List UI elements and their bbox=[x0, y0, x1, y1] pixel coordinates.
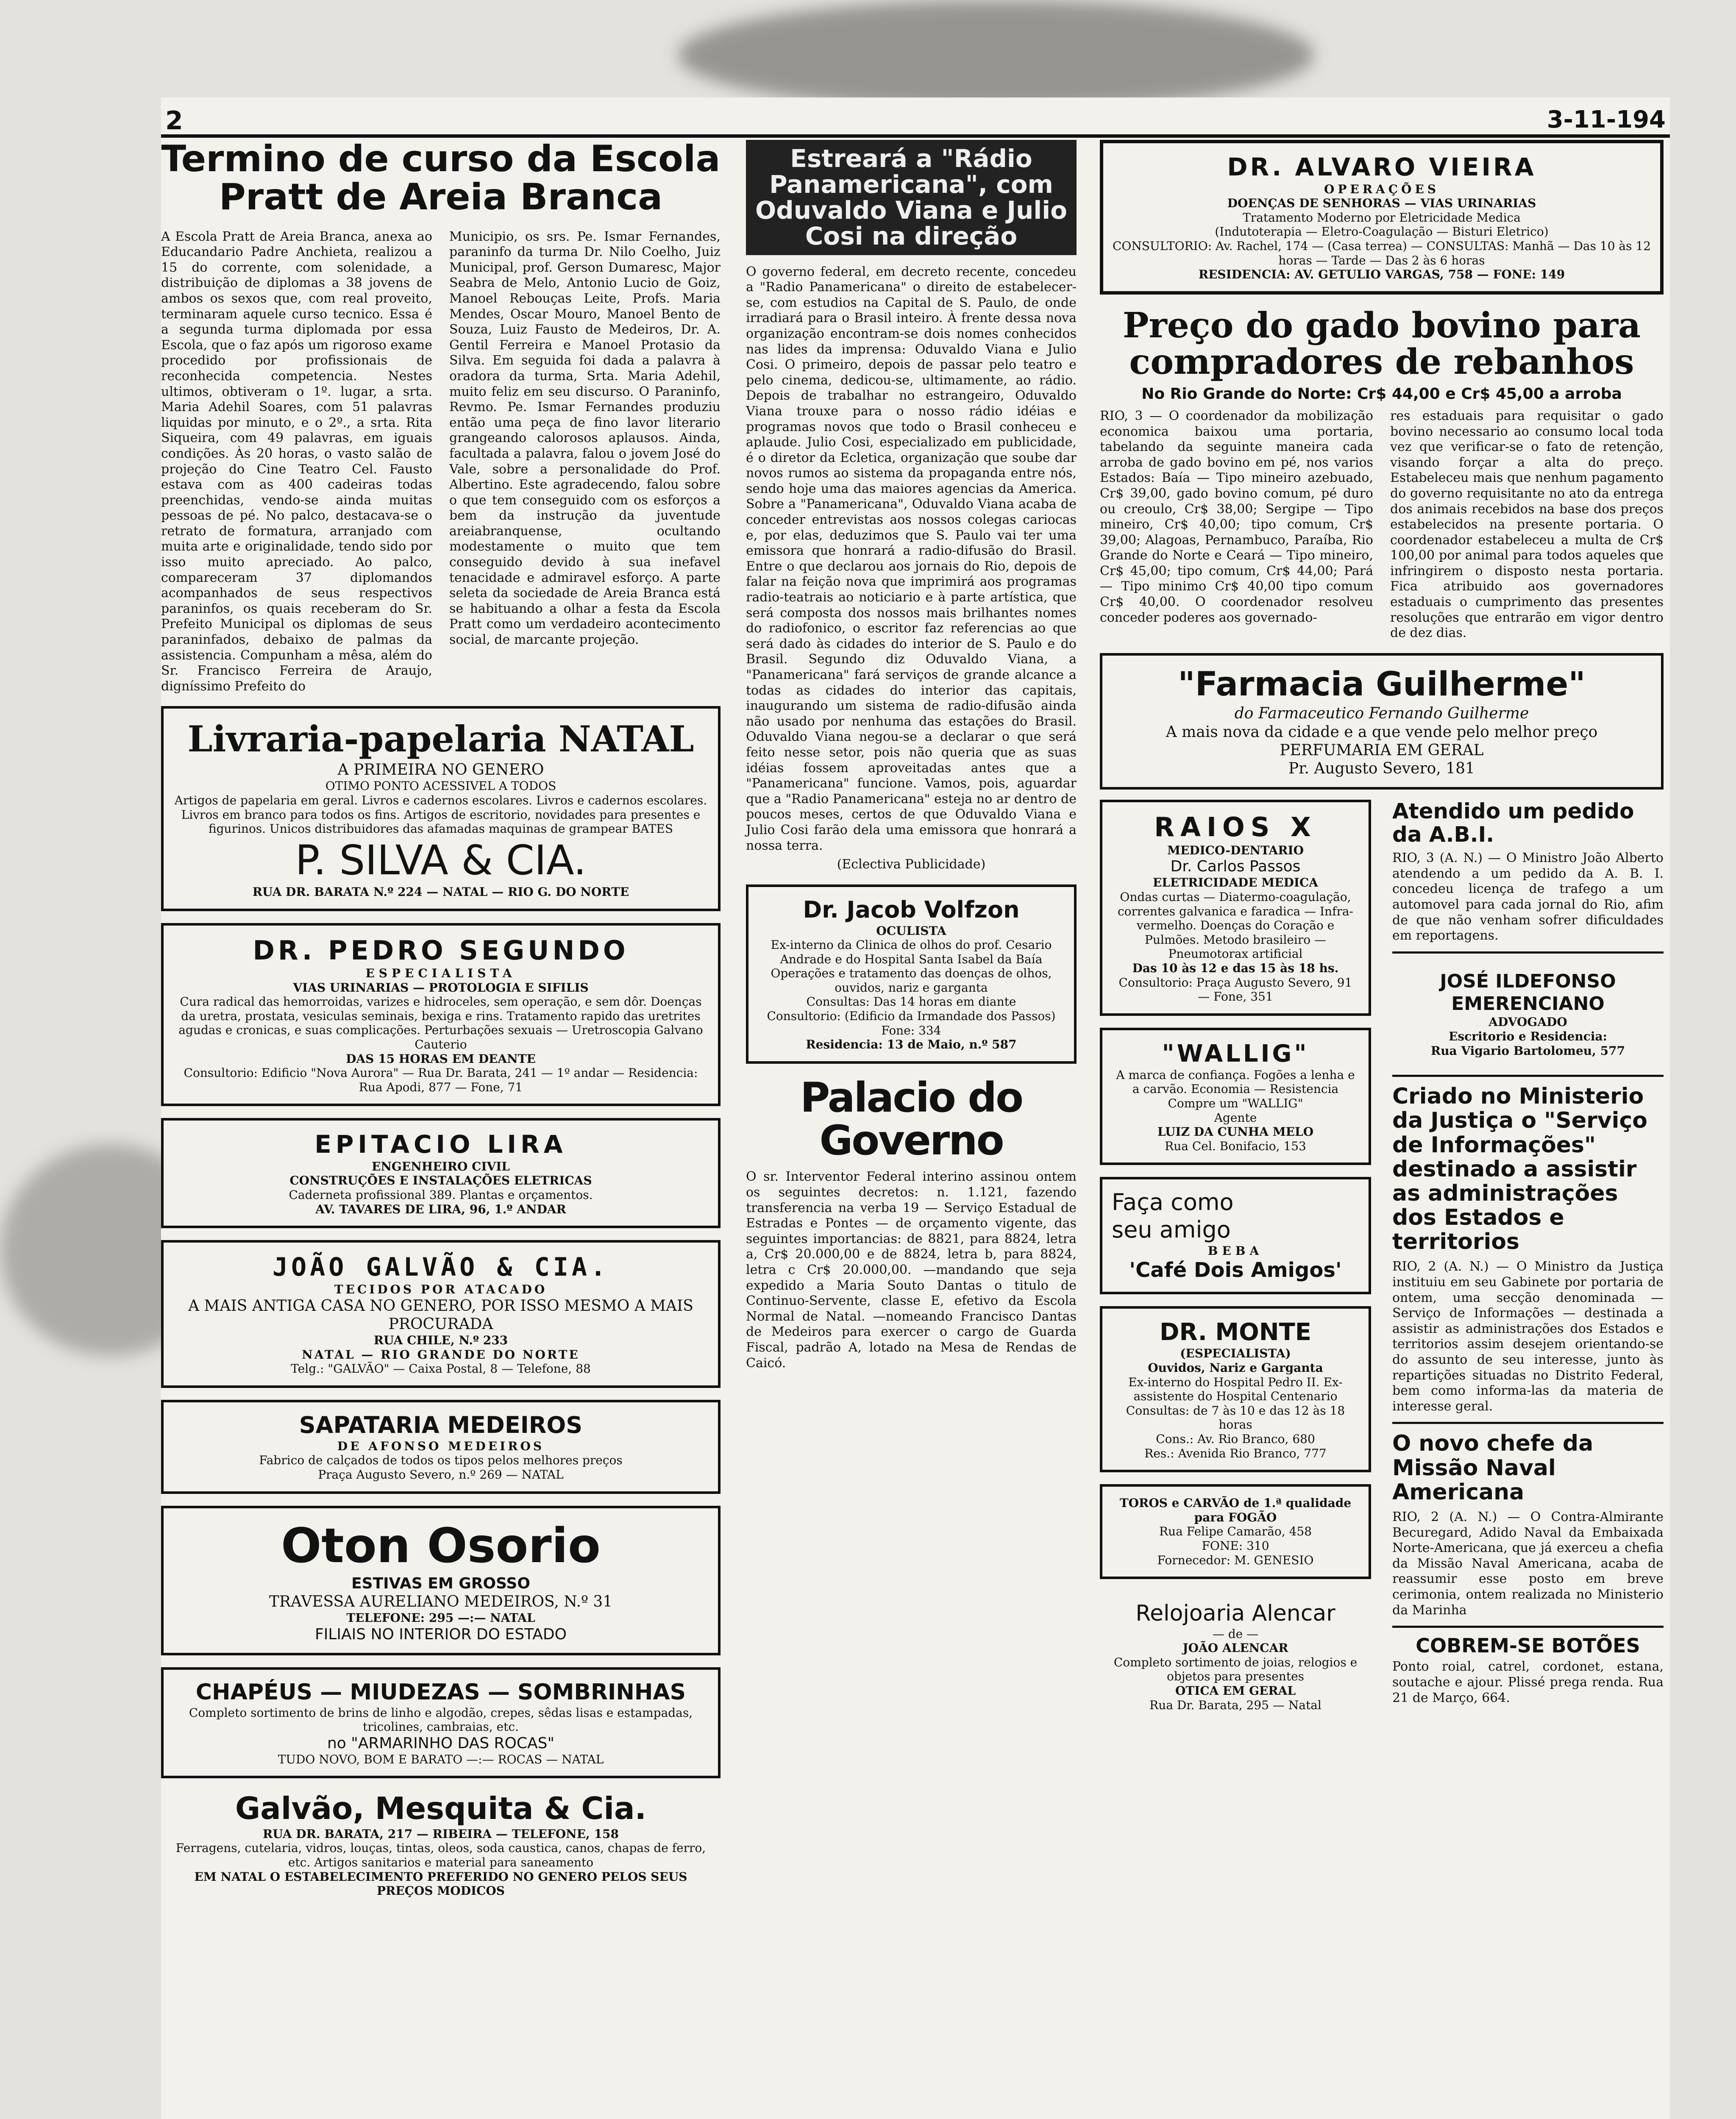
ad-line: FONE: 310 bbox=[1202, 1538, 1269, 1553]
ad-address: RUA DR. BARATA N.º 224 — NATAL — RIO G. DO NORTE bbox=[252, 884, 629, 899]
article-abi: RIO, 3 (A. N.) — O Ministro João Alberto atendendo a um pedido da A. B. I. concedeu licença de trafego a um automovel para cada jornal do Rio, afim de que não venham sofrer dificuldades em reportagens. bbox=[1392, 851, 1664, 943]
ad-subtitle: A PRIMEIRA NO GENERO bbox=[337, 761, 544, 779]
ad-line: — de — bbox=[1212, 1627, 1259, 1641]
ad-title: Relojoaria Alencar bbox=[1135, 1601, 1335, 1627]
ad-line: TOROS e CARVÃO de 1.ª qualidade para FOGÃO bbox=[1119, 1496, 1352, 1524]
ad-title: EPITACIO LIRA bbox=[314, 1130, 567, 1159]
headline-palacio-governo: Palacio do Governo bbox=[800, 1073, 1023, 1164]
ad-line: Pr. Augusto Severo, 181 bbox=[1288, 760, 1475, 777]
ad-title: Galvão, Mesquita & Cia. bbox=[235, 1791, 646, 1827]
ad-farmacia-guilherme bbox=[1100, 653, 1664, 790]
ad-title: DR. ALVARO VIEIRA bbox=[1227, 153, 1536, 181]
ad-title: CHAPÉUS — MIUDEZAS — SOMBRINHAS bbox=[195, 1680, 686, 1705]
ad-cafe-dois-amigos bbox=[1100, 1177, 1371, 1294]
ad-line: LUIZ DA CUNHA MELO bbox=[1157, 1125, 1314, 1139]
ad-wallig bbox=[1100, 1028, 1371, 1165]
ad-line: Completo sortimento de brins de linho e algodão, crepes, sêdas lisas e estampadas, tricolines, cambraias, etc. bbox=[189, 1705, 693, 1734]
ad-line: JOÃO ALENCAR bbox=[1182, 1641, 1288, 1655]
ad-line: NATAL — RIO GRANDE DO NORTE bbox=[302, 1347, 580, 1362]
article-botoes: Ponto roial, catrel, cordonet, estana, soutache e ajour. Plissé prega renda. Rua 21 de Março, 664. bbox=[1392, 1659, 1664, 1705]
ad-line: Telg.: "GALVÃO" — Caixa Postal, 8 — Telefone, 88 bbox=[291, 1362, 591, 1376]
ad-title: Dr. Jacob Volfzon bbox=[803, 896, 1020, 923]
ad-line: Artigos de papelaria em geral. Livros e cadernos escolares. Livros e cadernos escolares. Livros em branco para todos os fins. Artigos de escritorio, novidades para presentes e figurinos. Unicos distribuidores das afamadas maquinas de grampear BATES bbox=[174, 793, 707, 836]
ad-title: Livraria-papelaria NATAL bbox=[187, 718, 694, 760]
right-subcolumn-b bbox=[1392, 800, 1664, 1706]
ad-line: A marca de confiança. Fogões a lenha e a carvão. Economia — Resistencia bbox=[1116, 1068, 1355, 1096]
ad-line: seu amigo bbox=[1112, 1216, 1231, 1243]
ad-line: RUA CHILE, N.º 233 bbox=[373, 1333, 508, 1348]
ad-line: RESIDENCIA: AV. GETULIO VARGAS, 758 — FONE: 149 bbox=[1198, 267, 1565, 282]
article-footer: (Eclectiva Publicidade) bbox=[837, 857, 986, 872]
ad-line: Dr. Carlos Passos bbox=[1170, 858, 1301, 876]
ad-chapeus bbox=[161, 1667, 721, 1778]
ad-line: Caderneta profissional 389. Plantas e orçamentos. bbox=[289, 1188, 593, 1202]
ad-line: PERFUMARIA EM GERAL bbox=[1280, 741, 1484, 759]
ad-line: (ESPECIALISTA) bbox=[1180, 1346, 1291, 1361]
ad-toros-carvao bbox=[1100, 1484, 1371, 1579]
ad-line: DOENÇAS DE SENHORAS — VIAS URINARIAS bbox=[1227, 196, 1536, 211]
headline-line-2: Pratt de Areia Branca bbox=[219, 176, 663, 219]
ad-relojoaria-alencar bbox=[1100, 1591, 1371, 1721]
ad-galvao-mesquita bbox=[161, 1790, 721, 1907]
ad-line: AV. TAVARES DE LIRA, 96, 1.º ANDAR bbox=[315, 1202, 566, 1216]
ad-line: Rua Vigario Bartolomeu, 577 bbox=[1430, 1043, 1625, 1058]
ad-line: Faça como bbox=[1112, 1189, 1234, 1216]
ad-title: JOÃO GALVÃO & CIA. bbox=[272, 1252, 609, 1282]
ad-epitacio-lira bbox=[161, 1118, 721, 1228]
ad-line: do Farmaceutico Fernando Guilherme bbox=[1234, 705, 1529, 723]
headline-gado-bovino: Preço do gado bovino para compradores de rebanhos bbox=[1122, 305, 1641, 382]
divider bbox=[1392, 951, 1664, 954]
ad-jose-ildefonso bbox=[1392, 961, 1664, 1067]
ad-line: ELETRICIDADE MEDICA bbox=[1152, 876, 1319, 890]
ad-line: Operações e tratamento das doenças de olhos, ouvidos, nariz e garganta bbox=[771, 966, 1052, 995]
article-radio-panamericana: O governo federal, em decreto recente, concedeu a "Radio Panamericana" o direito de estabelecer-se, com estudios na Capital de S. Paulo, de onde irradiará para o Brasil inteiro. À frente dessa nova organização encontram-se dois nomes conhecidos nas lides da imprensa: Oduvaldo Viana e Julio Cosi. O primeiro, depois de passar pelo teatro e pelo cinema, dedicou-se, ultimamente, ao rádio. Depois de trabalhar no estrangeiro, Oduvaldo Viana trouxe para o nosso rádio idéias e programas novos que todo o Brasil conheceu e aplaude. Julio Cosi, especializado em publicidade, é o diretor da Ecletica, organização que soube dar novos rumos ao sistema da propaganda entre nós, sendo hoje uma das maiores agencias da America. Sobre a "Panamericana", Oduvaldo Viana acaba de conceder entrevistas aos nossos colegas cariocas e, por elas, deduzimos que S. Paulo vai ter uma emissora que honrará a radio-difusão do Brasil. Entre o que declarou aos jornais do Rio, depois de falar na feição nova que imprimirá aos programas radio-teatrais ao noticiario e à parte artística, que será composta dos nossos mais brilhantes nomes do radiofonico, o escritor faz referencias ao que será dado às cidades do interior de S. Paulo e do Brasil. Segundo diz Oduvaldo Viana, a "Panamericana" fará serviços de grande alcance a todas as cidades do interior das capitais, inaugurando um sistema de radio-difusão ainda não usado por nenhuma das estações do Brasil. Oduvaldo Viana negou-se a declarar o que será feito nesse setor, pois não queria que as suas idéias fossem aproveitadas antes que a "Panamericana" funcione. Vamos, pois, aguardar que a "Radio Panamericana" esteja no ar dentro de poucos meses, certos de que Oduvaldo Viana e Julio Cosi farão dela uma emissora que honrará a nossa terra. bbox=[746, 264, 1077, 853]
ad-oton-osorio bbox=[161, 1506, 721, 1656]
ad-line: Cons.: Av. Rio Branco, 680 bbox=[1156, 1432, 1315, 1446]
ad-line: FILIAIS NO INTERIOR DO ESTADO bbox=[315, 1625, 567, 1643]
ad-line: Rua Felipe Camarão, 458 bbox=[1159, 1524, 1312, 1539]
ad-line: ENGENHEIRO CIVIL bbox=[372, 1159, 510, 1174]
ad-title: JOSÉ ILDEFONSO EMERENCIANO bbox=[1440, 970, 1616, 1015]
headline-radio-panamericana: Estreará a "Rádio Panamericana", com Oduvaldo Viana e Julio Cosi na direção bbox=[746, 140, 1077, 255]
ad-sapataria-medeiros bbox=[161, 1400, 721, 1494]
headline-botoes: COBREM-SE BOTÕES bbox=[1416, 1634, 1640, 1657]
ad-line: CONSTRUÇÕES E INSTALAÇÕES ELETRICAS bbox=[289, 1174, 592, 1188]
ad-line: OPERAÇÕES bbox=[1324, 182, 1440, 196]
ad-line: Praça Augusto Severo, n.º 269 — NATAL bbox=[318, 1467, 564, 1482]
ad-line: Res.: Avenida Rio Branco, 777 bbox=[1144, 1446, 1327, 1460]
newspaper-page bbox=[161, 97, 1670, 2119]
ad-title: "WALLIG" bbox=[1162, 1040, 1309, 1068]
ad-line: Escritorio e Residencia: bbox=[1449, 1029, 1607, 1043]
ad-line: TUDO NOVO, BOM E BARATO —:— ROCAS — NATAL bbox=[278, 1752, 604, 1766]
ad-line: (Indutoterapia — Eletro-Coagulação — Bisturi Eletrico) bbox=[1215, 225, 1549, 239]
article-ministerio-justica: RIO, 2 (A. N.) — O Ministro da Justiça instituiu em seu Gabinete por portaria de ontem, uma secção denominada — Serviço de Informações — destinada a assistir as administrações dos Estados e territorios assim desejem orientando-se do assunto de seu interesse, junto às repartições situadas no Distrito Federal, bem como informa-las da materia de interesse geral. bbox=[1392, 1259, 1664, 1414]
ad-line: RUA DR. BARATA, 217 — RIBEIRA — TELEFONE, 158 bbox=[263, 1827, 619, 1841]
headline-escola-pratt bbox=[161, 140, 721, 217]
headline-missao-naval: O novo chefe da Missão Naval Americana bbox=[1392, 1431, 1594, 1505]
headline-ministerio-justica: Criado no Ministerio da Justiça o "Serviço de Informações" destinado a assistir as administrações dos Estados e territorios bbox=[1392, 1084, 1647, 1255]
headline-abi: Atendido um pedido da A.B.I. bbox=[1392, 799, 1634, 847]
ad-joao-galvao bbox=[161, 1240, 721, 1388]
ad-line: VIAS URINARIAS — PROTOLOGIA E SIFILIS bbox=[293, 980, 589, 995]
page-number: 2 bbox=[165, 106, 183, 136]
subheadline-gado: No Rio Grande do Norte: Cr$ 44,00 e Cr$ 45,00 a arroba bbox=[1141, 385, 1622, 403]
ad-line: ADVOGADO bbox=[1488, 1015, 1567, 1029]
ad-line: ESPECIALISTA bbox=[365, 966, 516, 980]
ad-title: "Farmacia Guilherme" bbox=[1178, 665, 1586, 704]
ad-line: Ondas curtas — Diatermo-coagulação, correntes galvanica e faradica — Infra-vermelho. Doenças do Coração e Pulmões. Metodo brasileiro — Pneumotorax artificial bbox=[1117, 890, 1353, 961]
ad-line: Consultorio: Praça Augusto Severo, 91 — Fone, 351 bbox=[1118, 975, 1352, 1004]
right-subcolumns bbox=[1100, 800, 1664, 1969]
ad-line: Consultas: Das 14 horas em diante bbox=[806, 995, 1016, 1009]
column-left bbox=[161, 140, 721, 1908]
article-missao-naval: RIO, 2 (A. N.) — O Contra-Almirante Becuregard, Adido Naval da Embaixada Norte-Americana, que já exerceu a chefia da Missão Naval Americana, acaba de reassumir esse posto em breve cerimonia, ontem realizada no Ministerio da Marinha bbox=[1392, 1509, 1664, 1618]
ad-title: 'Café Dois Amigos' bbox=[1129, 1258, 1342, 1282]
ad-line: DAS 15 HORAS EM DEANTE bbox=[346, 1051, 536, 1066]
ad-line: no "ARMARINHO DAS ROCAS" bbox=[327, 1734, 555, 1752]
page-date: 3-11-194 bbox=[1547, 106, 1666, 133]
ad-line: TELEFONE: 295 —:— NATAL bbox=[346, 1611, 535, 1625]
ad-title: DR. PEDRO SEGUNDO bbox=[253, 934, 629, 966]
ad-line: Rua Dr. Barata, 295 — Natal bbox=[1149, 1698, 1321, 1712]
ad-line: A mais nova da cidade e a que vende pelo melhor preço bbox=[1166, 723, 1598, 741]
article-text-left: A Escola Pratt de Areia Branca, anexa ao Educandario Padre Anchieta, realizou a 15 do corrente, com solenidade, a distribuição de diplomas a 38 jovens de ambos os sexos que, com real proveito, terminaram aquele curso tecnico. Essa é a segunda turma diplomada por essa Escola, que o faz após um rigoroso exame procedido por profissionais de reconhecida competencia. Nestes ultimos, obtiveram o 1º. lugar, a srta. Maria Adehil Soares, com 51 palavras liquidas por minuto, e o 2º., a srta. Rita Siqueira, com 49 palavras, em iguais condições. Às 20 horas, o vasto salão de projeção do Cine Teatro Cel. Fausto estava com as 400 cadeiras todas preenchidas, vendo-se ainda muitas pessoas de pé. No palco, destacava-se o retrato de formatura, arranjado com muita arte e originalidade, tendo sido por isso muito apreciado. Ao palco, compareceram 37 diplomandos acompanhados de seus respectivos paraninfos, os quais receberam do Sr. Prefeito Municipal os diplomas de seus paraninfados, debaixo de palmas da assistencia. Compunham a mêsa, além do Sr. Francisco Ferreira de Araujo, digníssimo Prefeito do bbox=[161, 229, 432, 694]
ad-line: Consultorio: Edificio "Nova Aurora" — Rua Dr. Barata, 241 — 1º andar — Residencia: Rua Apodi, 877 — Fone, 71 bbox=[184, 1066, 698, 1094]
ad-company-name: P. SILVA & CIA. bbox=[295, 836, 587, 884]
ad-title: RAIOS X bbox=[1154, 812, 1317, 843]
ad-title: DR. MONTE bbox=[1159, 1318, 1312, 1346]
article-gado bbox=[1100, 409, 1664, 641]
divider bbox=[1392, 1422, 1664, 1424]
ad-line: OTIMO PONTO ACESSIVEL A TODOS bbox=[325, 779, 556, 793]
ad-line: A MAIS ANTIGA CASA NO GENERO, POR ISSO MESMO A MAIS PROCURADA bbox=[188, 1297, 693, 1333]
ad-line: Agente bbox=[1214, 1110, 1257, 1125]
divider bbox=[1392, 1626, 1664, 1628]
right-subcolumn-a bbox=[1100, 800, 1371, 1721]
ad-line: TECIDOS POR ATACADO bbox=[334, 1282, 548, 1297]
ad-line: TRAVESSA AURELIANO MEDEIROS, N.º 31 bbox=[269, 1593, 613, 1611]
ad-line: Residencia: 13 de Maio, n.º 587 bbox=[806, 1037, 1017, 1052]
ad-dr-monte bbox=[1100, 1306, 1371, 1472]
ad-line: MEDICO-DENTARIO bbox=[1167, 843, 1304, 857]
page-header bbox=[161, 97, 1670, 138]
ad-line: Consultas: de 7 às 10 e das 12 às 18 horas bbox=[1126, 1403, 1345, 1432]
ad-line: Cura radical das hemorroidas, varizes e hidroceles, sem operação, e sem dôr. Doenças da uretra, prostata, vesiculas seminais, bexiga e rins. Tratamento rapido das uretrites agudas e cronicas, e suas complicações. Perturbações sexuais — Uretroscopia Galvano Cauterio bbox=[178, 995, 703, 1051]
ad-line: Fabrico de calçados de todos os tipos pelos melhores preços bbox=[259, 1453, 623, 1468]
ad-line: Ferragens, cutelaria, vidros, louças, tintas, oleos, soda caustica, canos, chapas de ferro, etc. Artigos sanitarios e material para saneamento bbox=[175, 1841, 706, 1870]
ad-line: Das 10 às 12 e das 15 às 18 hs. bbox=[1132, 961, 1339, 975]
ad-line: DE AFONSO MEDEIROS bbox=[337, 1439, 545, 1453]
ad-line: OCULISTA bbox=[876, 923, 946, 938]
ad-line: ESTIVAS EM GROSSO bbox=[351, 1574, 530, 1592]
article-text-left: RIO, 3 — O coordenador da mobilização economica baixou uma portaria, tabelando da seguinte maneira cada arroba de gado bovino em pé, nos varios Estados: Baía — Tipo mineiro azebuado, Cr$ 39,00, gado bovino comum, pé duro ou creoulo, Cr$ 38,00; Sergipe — Tipo mineiro, Cr$ 40,00; tipo comum, Cr$ 39,00; Alagoas, Pernambuco, Paraíba, Rio Grande do Norte e Ceará — Tipo mineiro, Cr$ 45,00; tipo comum, Cr$ 44,00; Pará — Tipo minimo Cr$ 40,00 tipo comum Cr$ 40,00. O coordenador resolveu conceder poderes aos governado- bbox=[1100, 408, 1373, 625]
ad-dr-alvaro-vieira bbox=[1100, 140, 1664, 295]
ad-line: EM NATAL O ESTABELECIMENTO PREFERIDO NO GENERO PELOS SEUS PREÇOS MODICOS bbox=[194, 1869, 687, 1898]
headline-line-1: Termino de curso da Escola bbox=[161, 138, 721, 180]
ad-line: Fornecedor: M. GENESIO bbox=[1157, 1553, 1314, 1567]
column-right bbox=[1100, 140, 1664, 1969]
ad-line: Completo sortimento de joias, relogios e objetos para presentes bbox=[1113, 1655, 1358, 1684]
article-palacio-governo: O sr. Interventor Federal interino assinou ontem os seguintes decretos: n. 1.121, fazendo transferencia na verba 19 — Serviço Estadual de Estradas e Pontes — de orçamento vigente, das seguintes importancias: de 8821, para 8824, letra a, Cr$ 20.000,00 e de 8824, letra b, para 8824, letra c Cr$ 20.000,00. —mandando que seja expedido a Maria Souto Dantas o titulo de Continuo-Servente, classe E, efetivo da Escola Normal de Natal. —nomeando Francisco Dantas de Medeiros para exercer o cargo de Guarda Fiscal, padrão A, lotado na Mesa de Rendas de Caicó. bbox=[746, 1169, 1077, 1371]
ad-title: Oton Osorio bbox=[281, 1518, 601, 1574]
ad-line: Ex-interno da Clinica de olhos do prof. Cesario Andrade e do Hospital Santa Isabel da Baía bbox=[771, 938, 1052, 966]
column-middle bbox=[746, 140, 1077, 1371]
ad-line: Consultorio: (Edificio da Irmandade dos Passos) Fone: 334 bbox=[767, 1009, 1056, 1037]
ad-line: BEBA bbox=[1207, 1244, 1263, 1258]
article-escola-pratt bbox=[161, 229, 721, 695]
ad-line: Tratamento Moderno por Eletricidade Medica bbox=[1243, 210, 1521, 225]
ad-dr-pedro-segundo bbox=[161, 923, 721, 1107]
ad-dr-jacob-volfzon bbox=[746, 884, 1077, 1064]
ad-line: Compre um "WALLIG" bbox=[1168, 1096, 1303, 1111]
ad-title: SAPATARIA MEDEIROS bbox=[299, 1412, 583, 1438]
ad-line: Ex-interno do Hospital Pedro II. Ex-assistente do Hospital Centenario bbox=[1128, 1375, 1343, 1404]
ad-raios-x bbox=[1100, 800, 1371, 1016]
divider bbox=[1392, 1075, 1664, 1077]
ad-line: Ouvidos, Nariz e Garganta bbox=[1148, 1361, 1323, 1375]
article-text-right: res estaduais para requisitar o gado bovino necessario ao consumo local toda vez que verificar-se o fato de retenção, visando forçar a alta do preço. Estabeleceu mais que nenhum pagamento do governo requisitante no ato da entrega dos animais recebidos na base dos preços estabelecidos na presente portaria. O coordenador estabeleceu a multa de Cr$ 100,00 por animal para todos aqueles que infringirem o disposto nesta portaria. Fica atribuido aos governadores estaduais o cumprimento das presentes resoluções que entrarão em vigor dentro de dez dias. bbox=[1390, 408, 1664, 641]
stain-top bbox=[678, 0, 1314, 110]
article-text-right: Municipio, os srs. Pe. Ismar Fernandes, paraninfo da turma Dr. Nilo Coelho, Juiz Municipal, prof. Gerson Dumaresc, Major Seabra de Melo, Antonio Lucio de Goiz, Manoel Rebouças Leite, Profs. Maria Mendes, Oscar Mouro, Manoel Bento de Souza, Luiz Fausto de Medeiros, Dr. A. Gentil Ferreira e Manoel Protasio da Silva. Em seguida foi dada a palavra à oradora da turma, Srta. Maria Adehil, muito feliz em seu discurso. O Paraninfo, Revmo. Pe. Ismar Fernandes produziu então uma peça de fino lavor literario grangeando calorosos aplausos. Ainda, facultada a palavra, falou o jovem José do Vale, sobre a personalidade do Prof. Albertino. Este agradecendo, falou sobre o que tem conseguido com os esforços a bem da instrução da juventude areiabranquense, ocultando modestamente o muito que tem conseguido devido à sua inefavel tenacidade e admiravel esforço. A parte seleta da sociedade de Areia Branca está se habituando a olhar a festa da Escola Pratt como um verdadeiro acontecimento social, de marcante projeção. bbox=[449, 229, 721, 648]
ad-livraria-natal bbox=[161, 706, 721, 911]
ad-line: OTICA EM GERAL bbox=[1175, 1683, 1296, 1698]
ad-line: Rua Cel. Bonifacio, 153 bbox=[1165, 1139, 1306, 1153]
ad-line: CONSULTORIO: Av. Rachel, 174 — (Casa terrea) — CONSULTAS: Manhã — Das 10 às 12 horas — Tarde — Das 2 às 6 horas bbox=[1113, 239, 1651, 267]
